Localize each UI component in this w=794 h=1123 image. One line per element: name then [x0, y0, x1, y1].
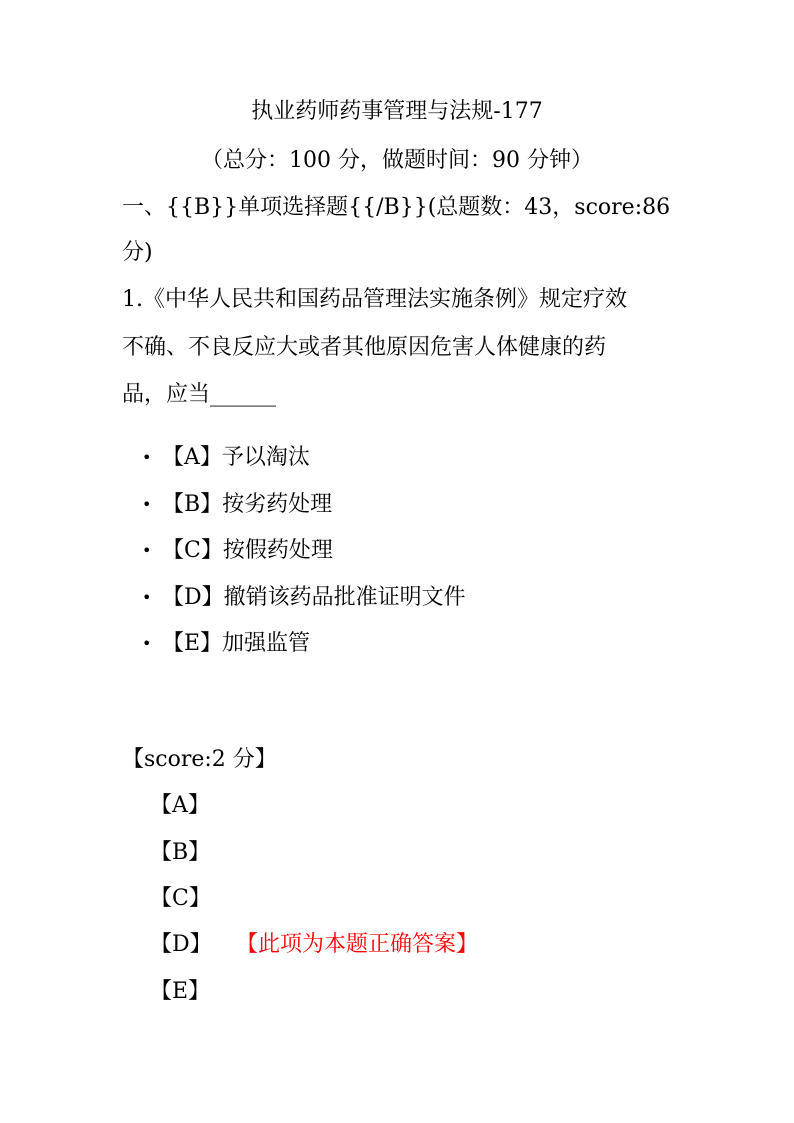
bullet-icon: •	[142, 448, 152, 467]
option-text: 【E】加强监管	[162, 631, 311, 656]
answer-key-e: 【E】	[150, 979, 211, 1004]
option-text: 【C】按假药处理	[162, 538, 333, 563]
option-text: 【A】予以淘汰	[162, 445, 310, 470]
option-a	[142, 443, 466, 490]
section-heading: 一、{{B}}单项选择题{{/B}}(总题数：43，score:86	[122, 195, 671, 220]
option-b	[142, 490, 466, 537]
question-text-line-3: 品，应当______	[122, 382, 277, 407]
answer-key-c: 【C】	[150, 886, 211, 911]
bullet-icon: •	[142, 494, 152, 514]
page-subtitle: （总分：100 分，做题时间：90 分钟）	[201, 148, 593, 173]
option-c	[142, 536, 466, 583]
page-title: 执业药师药事管理与法规-177	[251, 99, 543, 124]
answer-key-d: 【D】	[150, 932, 212, 957]
correct-answer-marker: 【此项为本题正确答案】	[236, 932, 479, 957]
answer-key-a: 【A】	[150, 793, 210, 818]
option-text: 【D】撤销该药品批准证明文件	[162, 584, 466, 610]
score-label: 【score:2 分】	[122, 747, 277, 772]
question-text-line-2: 不确、不良反应大或者其他原因危害人体健康的药	[122, 335, 607, 360]
option-text: 【B】按劣药处理	[162, 491, 333, 517]
option-d	[142, 583, 466, 630]
section-heading-cont: 分)	[122, 240, 153, 265]
option-e	[142, 629, 466, 676]
option-list	[142, 443, 466, 676]
bullet-icon: •	[142, 634, 152, 653]
bullet-icon: •	[142, 541, 152, 560]
answer-key-b: 【B】	[150, 840, 211, 865]
bullet-icon: •	[142, 587, 152, 607]
question-text-line-1: 1.《中华人民共和国药品管理法实施条例》规定疗效	[122, 287, 627, 312]
